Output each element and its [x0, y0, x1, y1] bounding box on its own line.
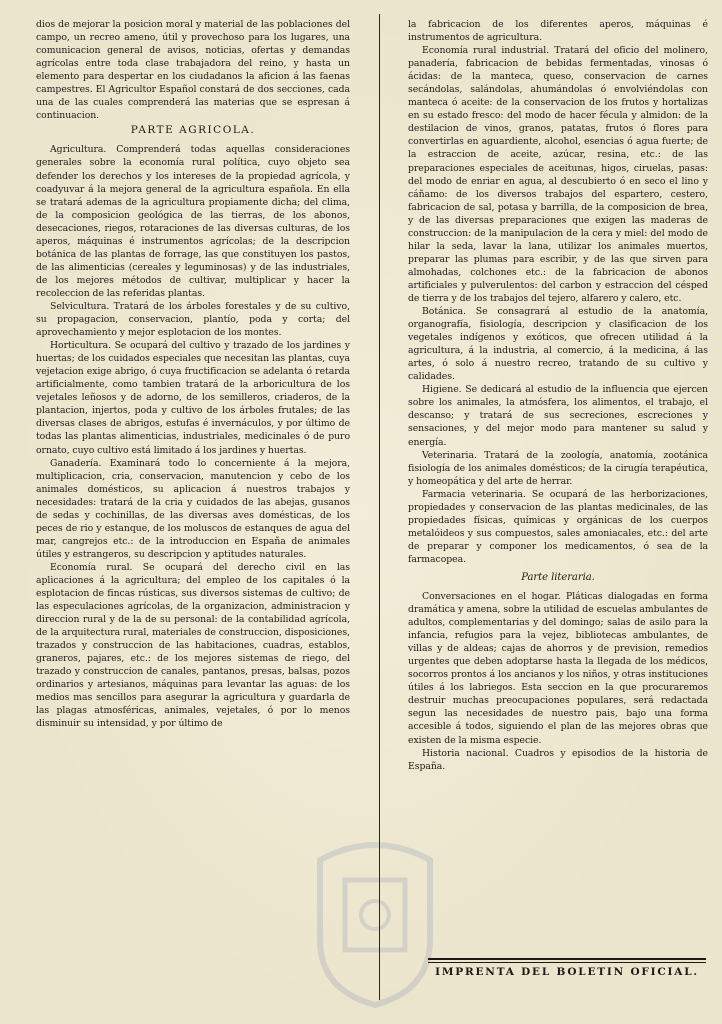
right-column: [408, 18, 708, 773]
imprint-line: IMPRENTA DEL BOLETIN OFICIAL.: [435, 966, 699, 978]
section-heading-parte-agricola: PARTE AGRICOLA.: [130, 124, 256, 137]
paragraph-selvicultura: Selvicultura. Tratará de los árboles forestales y de su cultivo, su propagacion, conservacion, plantío, poda y corta; del aprovechamiento y mejor esplotacion de los montes.: [36, 300, 350, 339]
paragraph-horticultura: Horticultura. Se ocupará del cultivo y trazado de los jardines y huertas; de los cuidados especiales que necesitan las plantas, cuya vejetacion exige abrigo, ó cuya fructificacion se adelanta ó retarda artificialmente, como tambien tratará de la arboricultura de los vejetales leñosos y de adorno, de los semilleros, criaderos, de la plantacion, injertos, poda y cultivo de los árboles frutales; de las diversas clases de abrigos, estufas é invernáculos, y por último de todas las plantas alimenticias, industriales, medicinales ó de puro ornato, cuyo cultivo está limitado á los jardines y huertas.: [36, 340, 350, 456]
left-column: [36, 18, 350, 731]
imprint-rule-thin: [428, 962, 706, 963]
library-seal-watermark: [300, 820, 450, 1010]
intro-paragraph: dios de mejorar la posicion moral y material de las poblaciones del campo, un recreo ameno, útil y provechoso para los lugares, una comunicacion general de avisos, noticias, ofertas y demandas agrícolas entre toda clase trabajadora del reino, y hasta un elemento para despertar en los ciudadanos la aficion á las faenas campestres. El Agricultor Español constará de dos secciones, cada una de las cuales comprenderá las materias que se espresan á continuacion.: [36, 19, 350, 122]
paragraph-economia-rural-industrial: Economía rural industrial. Tratará del oficio del molinero, panadería, fabricacion de bebidas fermentadas, vinosas ó ácidas: de la manteca, queso, conservacion de carnes secándolas, salándolas, ahumándolas ó envolviéndolas con manteca ó aceite: de la conservacion de los frutos y hortalizas en su estado fresco: del modo de hacer fécula y almidon: de la destilacion de vinos, granos, patatas, frutos ó flores para convertirlas en aguardiente, alcohol, esencias ó agua fuerte; de la estraccion de aceite, azúcar, resina, etc.: de las preparaciones especiales de aceitunas, higos, ciruelas, pasas: del modo de enriar en agua, al descubierto ó en seco el lino y cáñamo: de los diversos trabajos del espartero, cestero, fabricacion de sal, potasa y barrilla, de la composicion de brea, y de las diversas preparaciones que exigen las maderas de construccion: de la manipulacion de la cera y miel: del modo de hilar la seda, lavar la lana, utilizar los animales muertos, preparar las plumas para escribir, y de las que sirven para almohadas, colchones etc.: de la fabricacion de abonos artificiales y pulverulentos: del carbon y estraccion del césped de tierra y de los trabajos del tejero, alfarero y calero, etc.: [408, 45, 708, 304]
paragraph-historia-nacional: Historia nacional. Cuadros y episodios de la historia de España.: [408, 747, 708, 772]
column-divider: [379, 14, 380, 1000]
paragraph-veterinaria: Veterinaria. Tratará de la zoología, anatomía, zootánica fisiología de los animales domésticos; de la cirugía terapéutica, y homeopática y del arte de herrar.: [408, 449, 708, 487]
paragraph-botanica: Botánica. Se consagrará al estudio de la anatomía, organografía, fisiología, descripcion y clasificacion de los vegetales indígenos y exóticos, que ofrecen utilidad á la agricultura, á la industria, al comercio, á la medicina, á las artes, ó solo á nuestro recreo, tratando de su cultivo y calidades.: [408, 306, 708, 383]
paragraph-economia-rural: Economía rural. Se ocupará del derecho civil en las aplicaciones á la agricultura; del empleo de los capitales ó la esplotacion de fincas rústicas, sus diversos sistemas de cultivo; de las especulaciones agrícolas, de la organizacion, administracion y direccion rural y de la de su personal: de la contabilidad agrícola, de la arquitectura rural, materiales de construccion, disposiciones, trazados y construccion de las habitaciones, cuadras, establos, graneros, pajares, etc.: de los mejores sistemas de riego, del trazado y construccion de canales, pantanos, presas, balsas, pozos ordinarios y artesianos, máquinas para levantar las aguas: de los medios mas sencillos para asegurar la agricultura y guardarla de las plagas atmosféricas, animales, vejetales, ó por lo menos disminuir su intensidad, y por último de: [36, 561, 350, 730]
paragraph-farmacia-veterinaria: Farmacia veterinaria. Se ocupará de las herborizaciones, propiedades y conservacion de las plantas medicinales, de las propiedades físicas, químicas y orgánicas de los cuerpos metalóideos y sus compuestos, sales amoniacales, etc.: del arte de preparar y componer los medicamentos, ó sea de la farmacopea.: [408, 488, 708, 565]
paragraph-higiene: Higiene. Se dedicará al estudio de la influencia que ejercen sobre los animales, la atmósfera, los alimentos, el trabajo, el descanso; y tratará de sus secreciones, escreciones y sensaciones, y del mejor modo para mantener su salud y energía.: [408, 384, 708, 448]
continuation-paragraph: la fabricacion de los diferentes aperos, máquinas é instrumentos de agricultura.: [408, 19, 708, 44]
imprint-rule-thick: [428, 958, 706, 960]
subheading-parte-literaria: Parte literaria.: [521, 571, 595, 583]
paragraph-conversaciones: Conversaciones en el hogar. Pláticas dialogadas en forma dramática y amena, sobre la utilidad de escuelas ambulantes de adultos, complementarias y del domingo; salas de asilo para la infancia, refugios para la vejez, bibliotecas ambulantes, de villas y de aldeas; cajas de ahorros y de prevision, remedios urgentes que deben adoptarse hasta la llegada de los médicos, socorros prontos á los ancianos y los niños, y otras instituciones útiles á los labriegos. Esta seccion en la que procuraremos destruir muchas preocupaciones populares, será redactada segun las necesidades de nuestro pais, bajo una forma accesible á todos, siguiendo el plan de las mejores obras que existen de la misma especie.: [408, 591, 708, 746]
paragraph-ganaderia: Ganadería. Examinará todo lo concerniente á la mejora, multiplicacion, cria, conservacion, manutencion y cebo de los animales domésticos, su aplicacion á nuestros trabajos y necesidades: tratará de la cria y cuidados de las abejas, gusanos de sedas y cochinillas, de las diversas aves domésticas, de los peces de rio y estanque, de los moluscos de estanques de agua del mar, cangrejos etc.: de la introduccion en España de animales útiles y estrangeros, su descripcion y aptitudes naturales.: [36, 457, 350, 560]
paragraph-agricultura: Agricultura. Comprenderá todas aquellas consideraciones generales sobre la economía rural política, cuyo objeto sea defender los derechos y los intereses de la propiedad agrícola, y coadyuvar á la mejora general de la agricultura española. En ella se tratará ademas de la agricultura propiamente dicha; del clima, de la composicion geológica de las tierras, de los abonos, desecaciones, riegos, rotaraciones de las diversas culturas, de los aperos, máquinas é instrumentos agrícolas; de la descripcion botánica de las plantas de forrage, las que constituyen los pastos, de las alimenticias (cereales y leguminosas) y de las industriales, de los mejores métodos de cultivar, multiplicar y hacer la recoleccion de las referidas plantas.: [36, 144, 350, 299]
